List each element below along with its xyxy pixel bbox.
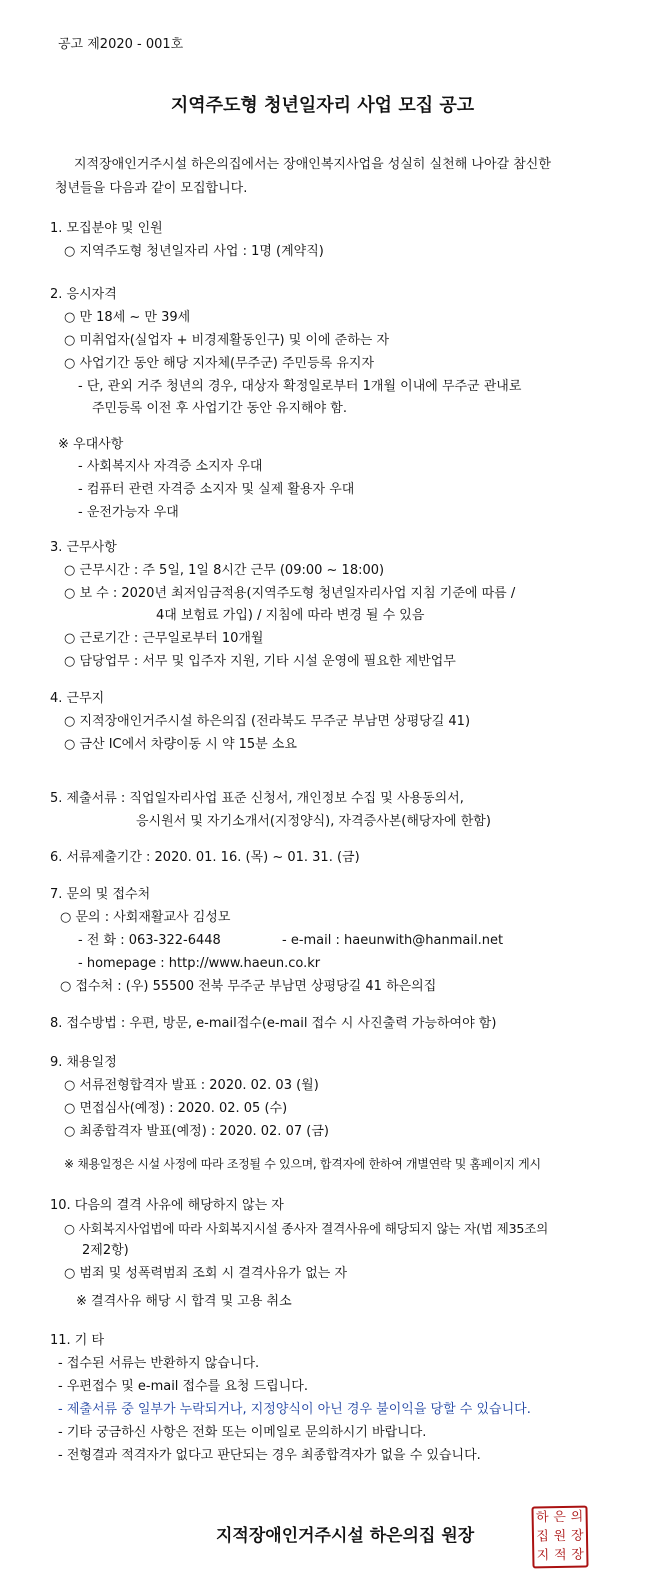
section-heading: 8. 접수방법 : 우편, 방문, e-mail접수(e-mail 접수 시 사진출력 가능하여야 함) <box>50 1016 497 1031</box>
section-heading: 10. 다음의 결격 사유에 해당하지 않는 자 <box>50 1198 284 1213</box>
list-item: 4대 보험료 가입) / 지침에 따라 변경 될 수 있음 <box>156 608 425 623</box>
list-item: ○ 면접심사(예정) : 2020. 02. 05 (수) <box>64 1101 288 1116</box>
section-heading: 7. 문의 및 접수처 <box>50 887 151 902</box>
list-item: ○ 담당업무 : 서무 및 입주자 지원, 기타 시설 운영에 필요한 제반업무 <box>64 654 456 669</box>
seal-char: 의 <box>570 1509 584 1525</box>
list-item: ○ 근로기간 : 근무일로부터 10개월 <box>64 631 264 646</box>
email-link[interactable]: - e-mail : haeunwith@hanmail.net <box>282 933 504 948</box>
seal-char: 장 <box>570 1528 584 1544</box>
list-item: ○ 미취업자(실업자 + 비경제활동인구) 및 이에 준하는 자 <box>64 333 390 348</box>
highlight-item: - 제출서류 중 일부가 누락되거나, 지정양식이 아닌 경우 불이익을 당할 수 있습니다. <box>58 1402 531 1417</box>
list-item: - 기타 궁금하신 사항은 전화 또는 이메일로 문의하시기 바랍니다. <box>58 1425 427 1440</box>
section-heading: 5. 제출서류 : 직업일자리사업 표준 신청서, 개인정보 수집 및 사용동의서, <box>50 791 464 806</box>
seal-char: 원 <box>553 1528 567 1545</box>
list-item: - 접수된 서류는 반환하지 않습니다. <box>58 1356 260 1371</box>
list-item: ○ 사회복지사업법에 따라 사회복지시설 종사자 결격사유에 해당되지 않는 자(법 제35조의 <box>64 1221 549 1236</box>
section-heading: 11. 기 타 <box>50 1333 105 1348</box>
list-item: - 전형결과 적격자가 없다고 판단되는 경우 최종합격자가 없을 수 있습니다. <box>58 1448 481 1463</box>
list-item: ○ 보 수 : 2020년 최저임금적용(지역주도형 청년일자리사업 지침 기준에 따름 / <box>64 586 516 601</box>
list-item: 주민등록 이전 후 사업기간 동안 유지해야 함. <box>92 401 347 416</box>
list-item: ○ 금산 IC에서 차량이동 시 약 15분 소요 <box>64 737 297 752</box>
list-item: ○ 사업기간 동안 해당 지자체(무주군) 주민등록 유지자 <box>64 356 374 371</box>
list-item: ○ 최종합격자 발표(예정) : 2020. 02. 07 (금) <box>64 1124 329 1139</box>
list-item: - 우편접수 및 e-mail 접수를 요청 드립니다. <box>58 1379 308 1394</box>
section-heading: 4. 근무지 <box>50 691 105 706</box>
list-item: - 컴퓨터 관련 자격증 소지자 및 실제 활용자 우대 <box>78 482 355 497</box>
section-heading: 6. 서류제출기간 : 2020. 01. 16. (목) ~ 01. 31. (금) <box>50 850 360 865</box>
signature: 지적장애인거주시설 하은의집 원장 <box>216 1526 475 1546</box>
note: ※ 결격사유 해당 시 합격 및 고용 취소 <box>76 1294 292 1309</box>
section-heading: 2. 응시자격 <box>50 287 117 302</box>
note: ※ 채용일정은 시설 사정에 따라 조정될 수 있으며, 합격자에 한하여 개별연락 및 홈페이지 게시 <box>64 1157 541 1171</box>
seal-char: 집 <box>536 1529 550 1545</box>
section-heading: 9. 채용일정 <box>50 1055 117 1070</box>
list-item: - 운전가능자 우대 <box>78 505 179 520</box>
list-item: ○ 만 18세 ~ 만 39세 <box>64 310 191 325</box>
list-item: ○ 서류전형합격자 발표 : 2020. 02. 03 (월) <box>64 1078 319 1093</box>
seal-char: 지 <box>536 1548 550 1564</box>
list-item: ○ 접수처 : (우) 55500 전북 무주군 부남면 상평당길 41 하은의집 <box>60 979 437 994</box>
seal-char: 하 <box>535 1509 549 1526</box>
phone-line: - 전 화 : 063-322-6448 <box>78 933 221 948</box>
list-item: - 단, 관외 거주 청년의 경우, 대상자 확정일로부터 1개월 이내에 무주군 관내로 <box>78 379 522 394</box>
page-title: 지역주도형 청년일자리 사업 모집 공고 <box>170 95 475 116</box>
seal-char: 은 <box>553 1509 567 1525</box>
list-item: 응시원서 및 자기소개서(지정양식), 자격증사본(해당자에 한함) <box>136 814 491 829</box>
list-item: - 사회복지사 자격증 소지자 우대 <box>78 459 263 474</box>
intro-line: 지적장애인거주시설 하은의집에서는 장애인복지사업을 성실히 실천해 나아갈 참신한 <box>74 157 551 172</box>
list-item: ○ 범죄 및 성폭력범죄 조회 시 결격사유가 없는 자 <box>64 1266 348 1281</box>
homepage-link[interactable]: - homepage : http://www.haeun.co.kr <box>78 956 321 971</box>
list-item: ○ 근무시간 : 주 5일, 1일 8시간 근무 (09:00 ~ 18:00) <box>64 563 385 578</box>
section-heading: ※ 우대사항 <box>58 437 124 452</box>
seal-char: 적 <box>553 1548 567 1564</box>
list-item: ○ 문의 : 사회재활교사 김성모 <box>60 910 231 925</box>
list-item: ○ 지적장애인거주시설 하은의집 (전라북도 무주군 부남면 상평당길 41) <box>64 714 471 729</box>
intro-line: 청년들을 다음과 같이 모집합니다. <box>55 181 248 196</box>
official-seal <box>531 1506 588 1569</box>
notice-number: 공고 제2020 - 001호 <box>58 37 184 52</box>
seal-char: 장 <box>571 1547 585 1564</box>
list-item: 2제2항) <box>82 1243 129 1258</box>
list-item: ○ 지역주도형 청년일자리 사업 : 1명 (계약직) <box>64 244 324 259</box>
section-heading: 3. 근무사항 <box>50 540 117 555</box>
section-heading: 1. 모집분야 및 인원 <box>50 221 163 236</box>
